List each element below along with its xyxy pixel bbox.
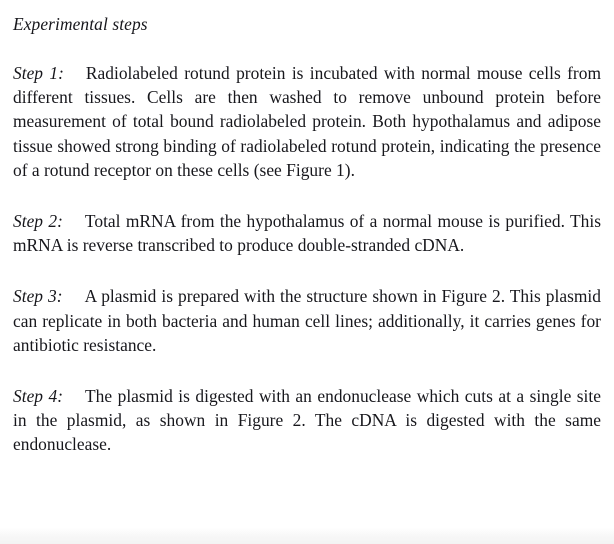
paragraph-step-1 (13, 61, 601, 182)
step-text-1: Radiolabeled rotund protein is incubated with normal mouse cells from different tissues. Cells are then washed to remove unbound protein before measurement of total bound radiolabeled protein. Both hypothalamus and adipose tissue showed strong binding of radiolabeled rotund protein, indicating the presence of a rotund receptor on these cells (see Figure 1). (13, 63, 601, 180)
paragraph-step-4 (13, 384, 601, 457)
step-text-4: The plasmid is digested with an endonuclease which cuts at a single site in the plasmid, as shown in Figure 2. The cDNA is digested with the same endonuclease. (13, 386, 602, 455)
step-label-1: Step 1: (13, 63, 64, 83)
step-label-4: Step 4: (13, 386, 64, 407)
paragraph-step-2 (13, 209, 601, 257)
paragraph-step-3 (13, 284, 601, 357)
scan-edge-band (0, 528, 614, 544)
step-label-2: Step 2: (13, 211, 63, 232)
step-label-3: Step 3: (13, 286, 63, 307)
step-text-3: A plasmid is prepared with the structure shown in Figure 2. This plasmid can replicate in both bacteria and human cell lines; additionally, it carries genes for antibiotic resistance. (13, 286, 601, 355)
step-text-2: Total mRNA from the hypothalamus of a normal mouse is purified. This mRNA is reverse transcribed to produce double-stranded cDNA. (13, 211, 601, 256)
page-title: Experimental steps (13, 14, 148, 34)
document-body (13, 0, 601, 457)
